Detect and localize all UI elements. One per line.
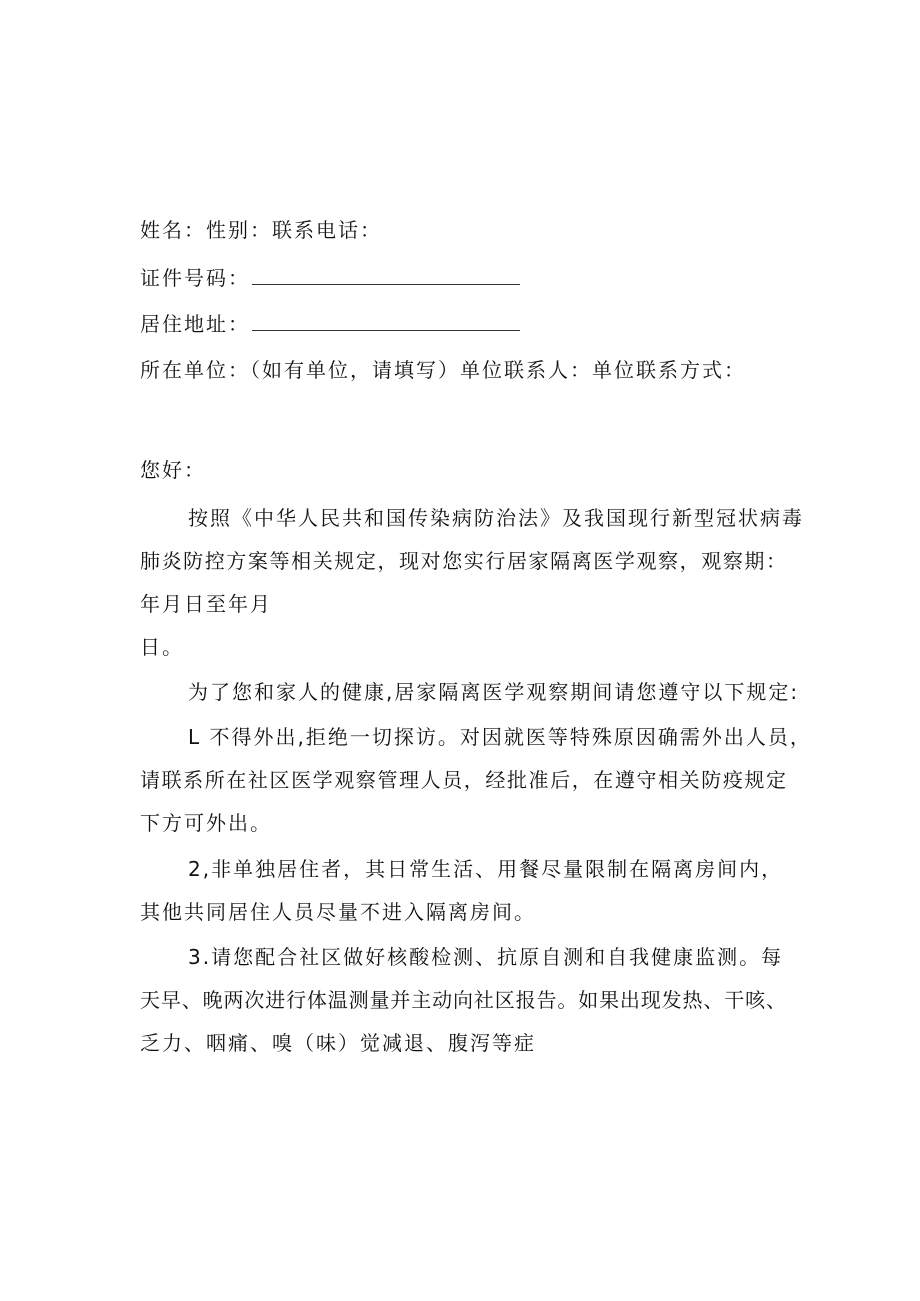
para1-line-3: 年月日至年月 [140, 592, 272, 616]
rule1-line-1: L 不得外出,拒绝一切探访。对因就医等特殊原因确需外出人员， [188, 725, 812, 749]
address-label: 居住地址： [140, 312, 250, 336]
id-number-blank [252, 266, 520, 285]
rule3-line-3: 乏力、咽痛、嗅（味）觉减退、腹泻等症 [140, 1031, 536, 1055]
rule1-line-3: 下方可外出。 [140, 811, 272, 835]
rule1-line-2: 请联系所在社区医学观察管理人员，经批准后，在遵守相关防疫规定 [140, 768, 786, 792]
rules-intro: 为了您和家人的健康,居家隔离医学观察期间请您遵守以下规定: [188, 680, 800, 704]
rule3-line-1: 3.请您配合社区做好核酸检测、抗原自测和自我健康监测。每 [188, 945, 784, 969]
address-blank [252, 312, 520, 331]
unit-line: 所在单位：（如有单位，请填写）单位联系人：单位联系方式： [140, 358, 746, 382]
para1-line-1: 按照《中华人民共和国传染病防治法》及我国现行新型冠状病毒 [188, 506, 804, 530]
id-number-label: 证件号码： [140, 266, 250, 290]
rule3-line-2: 天早、晚两次进行体温测量并主动向社区报告。如果出现发热、干咳、 [140, 988, 786, 1012]
para1-line-2: 肺炎防控方案等相关规定，现对您实行居家隔离医学观察，观察期： [140, 549, 786, 573]
rule2-line-2: 其他共同居住人员尽量不进入隔离房间。 [140, 900, 536, 924]
greeting: 您好： [140, 458, 206, 482]
para1-line-4: 日。 [140, 635, 184, 659]
address-field [140, 310, 520, 338]
rule2-line-1: 2,非单独居住者，其日常生活、用餐尽量限制在隔离房间内， [188, 857, 784, 881]
id-number-field [140, 264, 520, 292]
name-gender-phone-line: 姓名：性别：联系电话： [140, 218, 382, 242]
